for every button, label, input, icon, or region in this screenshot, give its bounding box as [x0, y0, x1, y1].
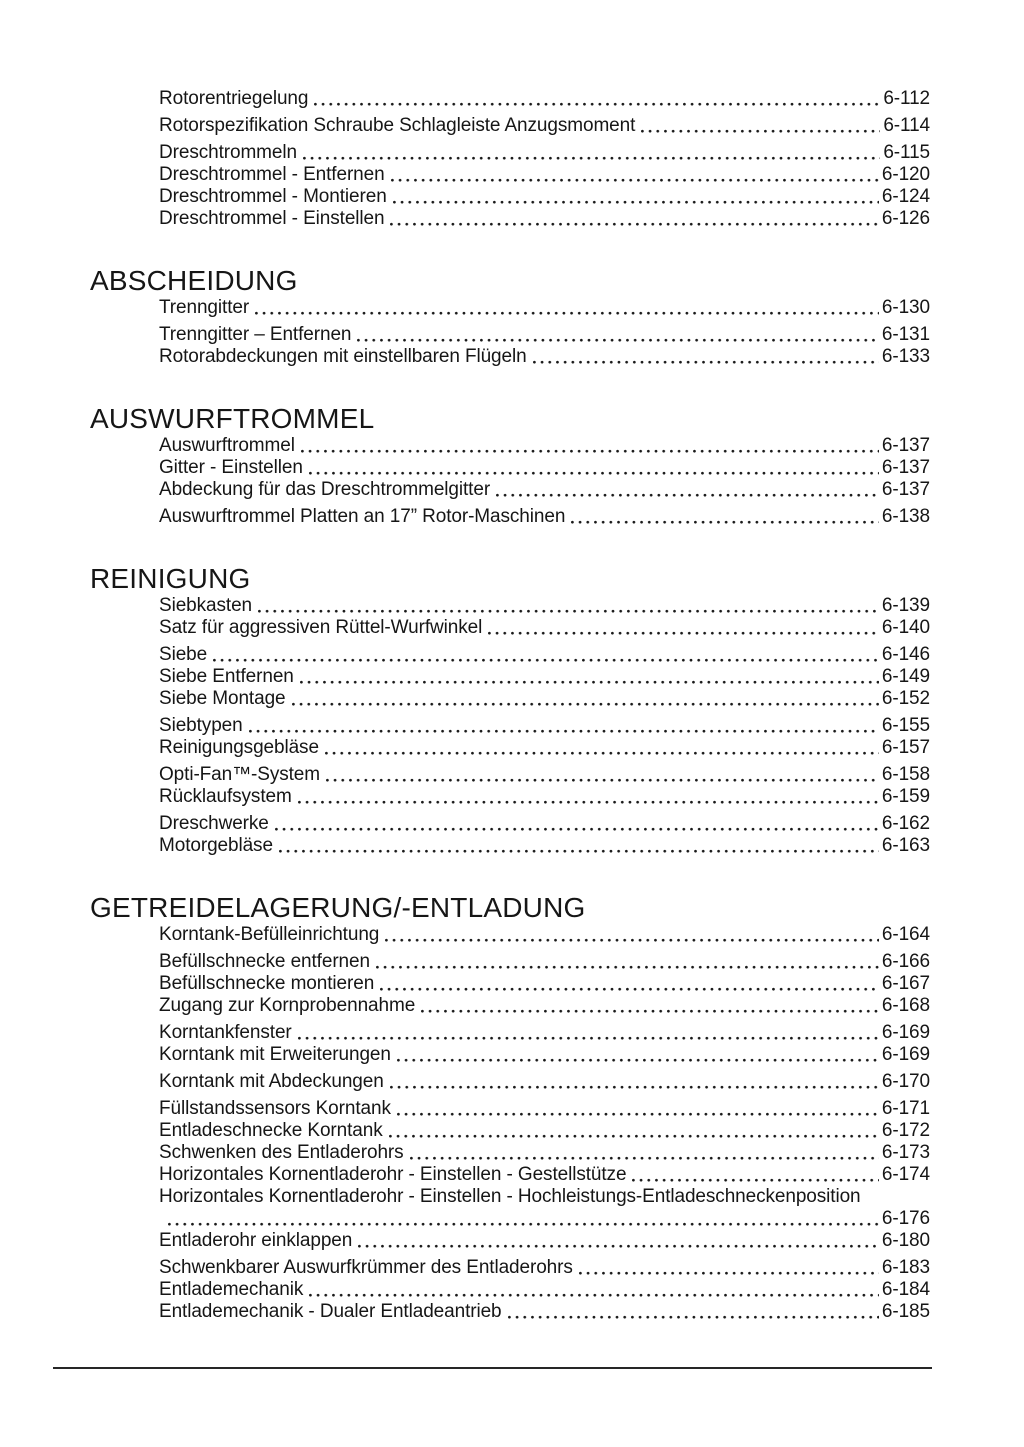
toc — [90, 88, 930, 1323]
toc-entry-page-number: 6-124 — [881, 186, 930, 207]
dot-leader — [298, 800, 879, 805]
toc-entry[interactable] — [90, 506, 930, 528]
dot-leader — [168, 1222, 879, 1227]
toc-entry-title: Dreschtrommel - Entfernen — [159, 164, 385, 185]
toc-entry-title: Siebkasten — [159, 595, 253, 616]
toc-entry-title: Abdeckung für das Dreschtrommelgitter — [159, 479, 491, 500]
toc-entry-title: Auswurftrommel — [159, 435, 295, 456]
dot-leader — [303, 156, 880, 161]
section-heading: AUSWURFTROMMEL — [90, 403, 375, 434]
toc-entry-page-number: 6-158 — [881, 764, 930, 785]
toc-entry-page-number: 6-168 — [881, 995, 930, 1016]
toc-section — [90, 88, 930, 230]
toc-entry[interactable] — [90, 186, 930, 208]
dot-leader — [279, 849, 879, 854]
dot-leader — [508, 1315, 879, 1320]
toc-entry[interactable] — [90, 88, 930, 110]
toc-entry-title: Satz für aggressiven Rüttel-Wurfwinkel — [159, 617, 483, 638]
toc-entry-title: Siebtypen — [159, 715, 243, 736]
toc-entry[interactable] — [90, 786, 930, 808]
dot-leader — [358, 1244, 879, 1249]
toc-entry[interactable] — [90, 1186, 930, 1230]
toc-entry-page-number: 6-146 — [881, 644, 930, 665]
section-heading: REINIGUNG — [90, 563, 251, 594]
toc-entry-page-number: 6-115 — [883, 142, 930, 163]
toc-entry-title: Motorgebläse — [159, 835, 273, 856]
toc-entry[interactable] — [90, 835, 930, 857]
toc-entry[interactable] — [90, 595, 930, 617]
toc-entry-title: Schwenkbarer Auswurfkrümmer des Entladerohrs — [159, 1257, 573, 1278]
toc-entry-title: Befüllschnecke entfernen — [159, 951, 370, 972]
toc-entry-page-number: 6-131 — [881, 324, 930, 345]
toc-entry-page-number: 6-171 — [881, 1098, 930, 1119]
toc-entry-title: Befüllschnecke montieren — [159, 973, 375, 994]
dot-leader — [300, 680, 879, 685]
dot-leader — [533, 360, 879, 365]
toc-entry-title: Horizontales Kornentladerohr - Einstellen - Hochleistungs-Entladeschneckenposition — [159, 1186, 861, 1207]
toc-entry-page-number: 6-155 — [881, 715, 930, 736]
dot-leader — [357, 338, 879, 343]
toc-entry-page-number: 6-138 — [881, 506, 930, 527]
toc-entry[interactable] — [90, 737, 930, 759]
toc-entry-page-number: 6-163 — [881, 835, 930, 856]
toc-entry-page-number: 6-157 — [881, 737, 930, 758]
toc-entry-page-number: 6-133 — [881, 346, 930, 367]
toc-entry-page-number: 6-183 — [881, 1257, 930, 1278]
toc-entry-page-number: 6-137 — [881, 479, 930, 500]
toc-entry-page-number: 6-162 — [881, 813, 930, 834]
toc-entry-title: Rotorspezifikation Schraube Schlagleiste Anzugsmoment — [159, 115, 636, 136]
toc-entry[interactable] — [90, 1279, 930, 1301]
toc-entry-page-number: 6-149 — [881, 666, 930, 687]
toc-entry-title: Korntank mit Abdeckungen — [159, 1071, 384, 1092]
dot-leader — [641, 129, 880, 134]
dot-leader — [390, 1085, 879, 1090]
dot-leader — [393, 200, 879, 205]
toc-entry-page-number: 6-169 — [881, 1022, 930, 1043]
toc-entry-page-number: 6-137 — [881, 435, 930, 456]
toc-entry-page-number: 6-164 — [881, 924, 930, 945]
toc-entry[interactable] — [90, 951, 930, 973]
toc-entry-page-number: 6-137 — [881, 457, 930, 478]
dot-leader — [380, 987, 879, 992]
toc-entry-title: Schwenken des Entladerohrs — [159, 1142, 404, 1163]
dot-leader — [390, 222, 878, 227]
toc-entry[interactable] — [90, 1098, 930, 1120]
toc-entry-page-number: 6-114 — [883, 115, 930, 136]
toc-entry-title: Siebe Montage — [159, 688, 286, 709]
toc-entry[interactable] — [90, 208, 930, 230]
toc-entry-continuation — [159, 1208, 930, 1230]
dot-leader — [496, 493, 879, 498]
toc-entry-page-number: 6-167 — [881, 973, 930, 994]
toc-entry[interactable] — [90, 1164, 930, 1186]
toc-entry-page-number: 6-169 — [881, 1044, 930, 1065]
toc-entry[interactable] — [90, 297, 930, 319]
toc-entry-title: Entlademechanik - Dualer Entladeantrieb — [159, 1301, 502, 1322]
toc-entry-page-number: 6-180 — [881, 1230, 930, 1251]
dot-leader — [385, 938, 879, 943]
toc-entry[interactable] — [90, 644, 930, 666]
dot-leader — [292, 702, 879, 707]
toc-entry[interactable] — [90, 1301, 930, 1323]
toc-entry[interactable] — [90, 715, 930, 737]
toc-entry-page-number: 6-152 — [881, 688, 930, 709]
toc-entry-title: Korntankfenster — [159, 1022, 292, 1043]
toc-entry[interactable] — [90, 924, 930, 946]
toc-entry-title: Trenngitter — [159, 297, 250, 318]
section-heading: GETREIDELAGERUNG/-ENTLADUNG — [90, 892, 586, 923]
toc-entry[interactable] — [90, 1142, 930, 1164]
toc-entry[interactable] — [90, 346, 930, 368]
toc-entry-page-number: 6-159 — [881, 786, 930, 807]
dot-leader — [298, 1036, 879, 1041]
toc-entry-title: Dreschwerke — [159, 813, 269, 834]
toc-entry-title: Zugang zur Kornprobennahme — [159, 995, 416, 1016]
toc-entry-page-number: 6-173 — [881, 1142, 930, 1163]
dot-leader — [488, 631, 879, 636]
dot-leader — [255, 311, 879, 316]
toc-section — [90, 403, 930, 528]
toc-entry[interactable] — [90, 617, 930, 639]
dot-leader — [410, 1156, 879, 1161]
dot-leader — [397, 1058, 879, 1063]
toc-entry-title: Siebe Entfernen — [159, 666, 294, 687]
footer-rule — [53, 1367, 932, 1369]
toc-entry-title: Füllstandssensors Korntank — [159, 1098, 391, 1119]
toc-entry[interactable] — [90, 457, 930, 479]
dot-leader — [391, 178, 879, 183]
dot-leader — [632, 1178, 878, 1183]
toc-entry[interactable] — [90, 688, 930, 710]
toc-entry[interactable] — [90, 164, 930, 186]
toc-entry[interactable] — [90, 324, 930, 346]
toc-entry-title: Dreschtrommeln — [159, 142, 297, 163]
toc-entry-title: Auswurftrommel Platten an 17” Rotor-Maschinen — [159, 506, 566, 527]
dot-leader — [397, 1112, 879, 1117]
toc-entry-page-number: 6-130 — [881, 297, 930, 318]
toc-section — [90, 265, 930, 368]
toc-section — [90, 892, 930, 1323]
dot-leader — [301, 449, 879, 454]
toc-entry-title: Entlademechanik — [159, 1279, 304, 1300]
dot-leader — [376, 965, 879, 970]
toc-entry[interactable] — [90, 666, 930, 688]
toc-entry-page-number: 6-172 — [881, 1120, 930, 1141]
dot-leader — [579, 1271, 879, 1276]
toc-entry-page-number: 6-176 — [881, 1208, 930, 1229]
toc-entry-title: Entladerohr einklappen — [159, 1230, 353, 1251]
toc-entry-title: Reinigungsgebläse — [159, 737, 319, 758]
toc-entry-page-number: 6-140 — [881, 617, 930, 638]
toc-entry-title: Rotorentriegelung — [159, 88, 309, 109]
toc-entry-title: Dreschtrommel - Einstellen — [159, 208, 385, 229]
toc-entry[interactable] — [90, 479, 930, 501]
toc-entry[interactable] — [90, 813, 930, 835]
toc-entry-title: Siebe — [159, 644, 208, 665]
toc-entry-title: Entladeschnecke Korntank — [159, 1120, 383, 1141]
toc-entry[interactable] — [90, 764, 930, 786]
toc-entry[interactable] — [90, 973, 930, 995]
toc-entry-title: Dreschtrommel - Montieren — [159, 186, 387, 207]
toc-entry-title: Trenngitter – Entfernen — [159, 324, 352, 345]
dot-leader — [421, 1009, 879, 1014]
toc-entry-title: Opti-Fan™-System — [159, 764, 320, 785]
toc-entry-page-number: 6-126 — [881, 208, 930, 229]
toc-entry[interactable] — [90, 1120, 930, 1142]
toc-section — [90, 563, 930, 857]
toc-entry[interactable] — [90, 1257, 930, 1279]
toc-entry[interactable] — [90, 435, 930, 457]
toc-entry-title: Korntank mit Erweiterungen — [159, 1044, 391, 1065]
toc-entry-title: Gitter - Einstellen — [159, 457, 303, 478]
dot-leader — [275, 827, 879, 832]
toc-entry[interactable] — [90, 1230, 930, 1252]
dot-leader — [213, 658, 879, 663]
toc-entry[interactable] — [90, 142, 930, 164]
toc-entry-page-number: 6-139 — [881, 595, 930, 616]
toc-entry-page-number: 6-184 — [881, 1279, 930, 1300]
toc-entry-page-number: 6-112 — [883, 88, 930, 109]
toc-entry-page-number: 6-185 — [881, 1301, 930, 1322]
toc-entry[interactable] — [90, 995, 930, 1017]
toc-entry-title: Rotorabdeckungen mit einstellbaren Flügeln — [159, 346, 527, 367]
toc-entry-page-number: 6-166 — [881, 951, 930, 972]
toc-entry[interactable] — [90, 1044, 930, 1066]
dot-leader — [389, 1134, 879, 1139]
section-heading: ABSCHEIDUNG — [90, 265, 298, 296]
toc-entry-title: Rücklaufsystem — [159, 786, 292, 807]
toc-entry-title: Korntank-Befülleinrichtung — [159, 924, 380, 945]
dot-leader — [571, 520, 879, 525]
dot-leader — [326, 778, 879, 783]
dot-leader — [258, 609, 879, 614]
dot-leader — [325, 751, 879, 756]
toc-entry-title: Horizontales Kornentladerohr - Einstellen - Gestellstütze — [159, 1164, 627, 1185]
toc-entry-page-number: 6-170 — [881, 1071, 930, 1092]
dot-leader — [309, 1293, 879, 1298]
toc-entry[interactable] — [90, 1071, 930, 1093]
dot-leader — [309, 471, 879, 476]
toc-entry[interactable] — [90, 115, 930, 137]
toc-entry-page-number: 6-174 — [881, 1164, 930, 1185]
toc-entry-page-number: 6-120 — [881, 164, 930, 185]
toc-entry[interactable] — [90, 1022, 930, 1044]
dot-leader — [314, 102, 880, 107]
dot-leader — [249, 729, 879, 734]
